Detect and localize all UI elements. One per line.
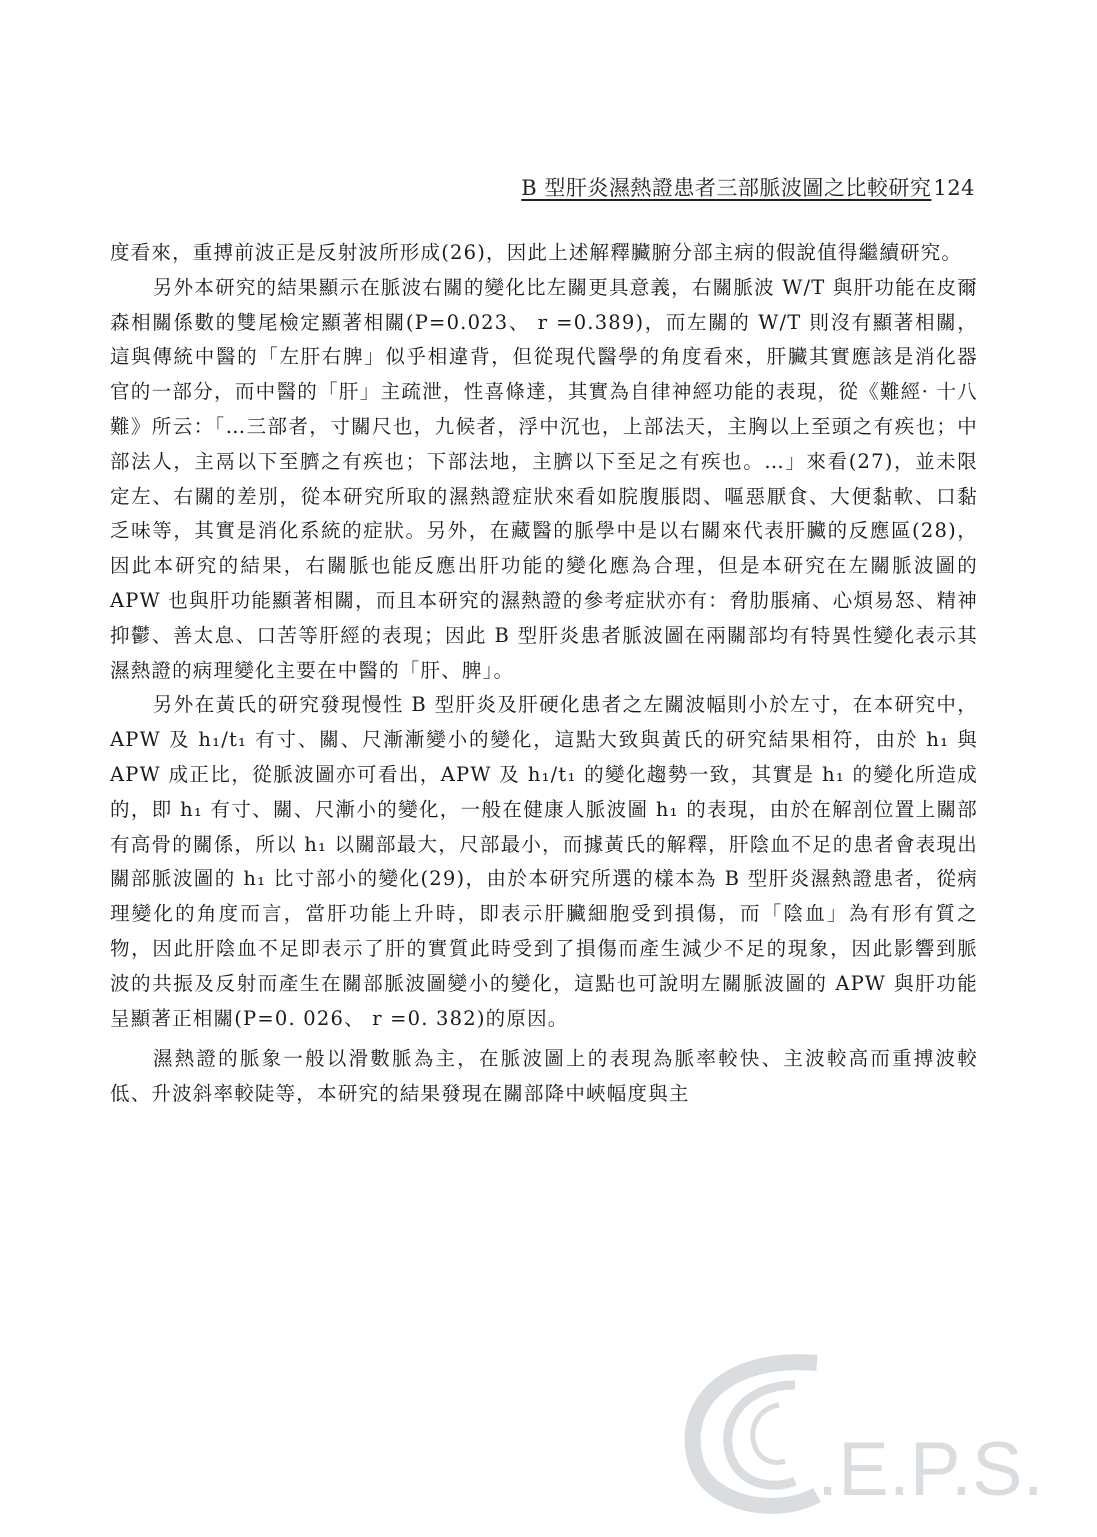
body-text <box>110 236 978 1112</box>
paragraph-damp-heat-pulse: 濕熱證的脈象一般以滑數脈為主，在脈波圖上的表現為脈率較快、主波較高而重搏波較低、升波斜率較陡等，本研究的結果發現在關部降中峽幅度與主 <box>110 1047 978 1106</box>
paragraph-huang-study: 另外在黃氏的研究發現慢性 B 型肝炎及肝硬化患者之左關波幅則小於左寸，在本研究中，APW 及 h₁/t₁ 有寸、關、尺漸漸變小的變化，這點大致與黃氏的研究結果相符，由於 h₁ 與 APW 成正比，從脈波圖亦可看出，APW 及 h₁/t₁ 的變化趨勢一致，其實是 h₁ 的變化所造成的，即 h₁ 有寸、關、尺漸小的變化，一般在健康人脈波圖 h₁ 的表現，由於在解剖位置上關部有高骨的關係，所以 h₁ 以關部最大，尺部最小，而據黃氏的解釋，肝陰血不足的患者會表現出關部脈波圖的 h₁ 比寸部小的變化(29)，由於本研究所選的樣本為 B 型肝炎濕熱證患者，從病理變化的角度而言，當肝功能上升時，即表示肝臟細胞受到損傷，而「陰血」為有形有質之物，因此肝陰血不足即表示了肝的實質此時受到了損傷而產生減少不足的現象，因此影響到脈波的共振及反射而產生在關部脈波圖變小的變化，這點也可說明左關脈波圖的 APW 與肝功能呈顯著正相關(P=0. 026、 r =0. 382)的原因。 <box>110 693 978 1030</box>
paragraph-right-guan: 另外本研究的結果顯示在脈波右關的變化比左關更具意義，右關脈波 W/T 與肝功能在皮爾森相關係數的雙尾檢定顯著相關(P=0.023、 r =0.389)，而左關的 W/T 則沒有顯著相關，這與傳統中醫的「左肝右脾」似乎相違背，但從現代醫學的角度看來，肝臟其實應該是消化器官的一部分，而中醫的「肝」主疏泄，性喜條達，其實為自律神經功能的表現，從《難經· 十八難》所云：「…三部者，寸關尺也，九候者，浮中沉也，上部法天，主胸以上至頭之有疾也；中部法人，主鬲以下至臍之有疾也；下部法地，主臍以下至足之有疾也。…」來看(27)，並未限定左、右關的差別，從本研究所取的濕熱證症狀來看如脘腹脹悶、嘔惡厭食、大便黏軟、口黏乏味等，其實是消化系統的症狀。另外，在藏醫的脈學中是以右關來代表肝臟的反應區(28)，因此本研究的結果，右關脈也能反應出肝功能的變化應為合理，但是本研究在左關脈波圖的 APW 也與肝功能顯著相關，而且本研究的濕熱證的參考症狀亦有：脅肋脹痛、心煩易怒、精神抑鬱、善太息、口苦等肝經的表現；因此 B 型肝炎患者脈波圖在兩關部均有特異性變化表示其濕熱證的病理變化主要在中醫的「肝、脾」。 <box>110 275 978 682</box>
running-header-title: B 型肝炎濕熱證患者三部脈波圖之比較研究 <box>521 176 932 200</box>
ceps-watermark-logo <box>667 1345 1057 1515</box>
page-number: 124 <box>933 176 975 200</box>
watermark-letters: .E.P.S. <box>817 1427 1044 1512</box>
running-header <box>521 172 975 202</box>
paragraph-continuation: 度看來，重搏前波正是反射波所形成(26)，因此上述解釋臟腑分部主病的假說值得繼續研究。 <box>110 241 963 264</box>
